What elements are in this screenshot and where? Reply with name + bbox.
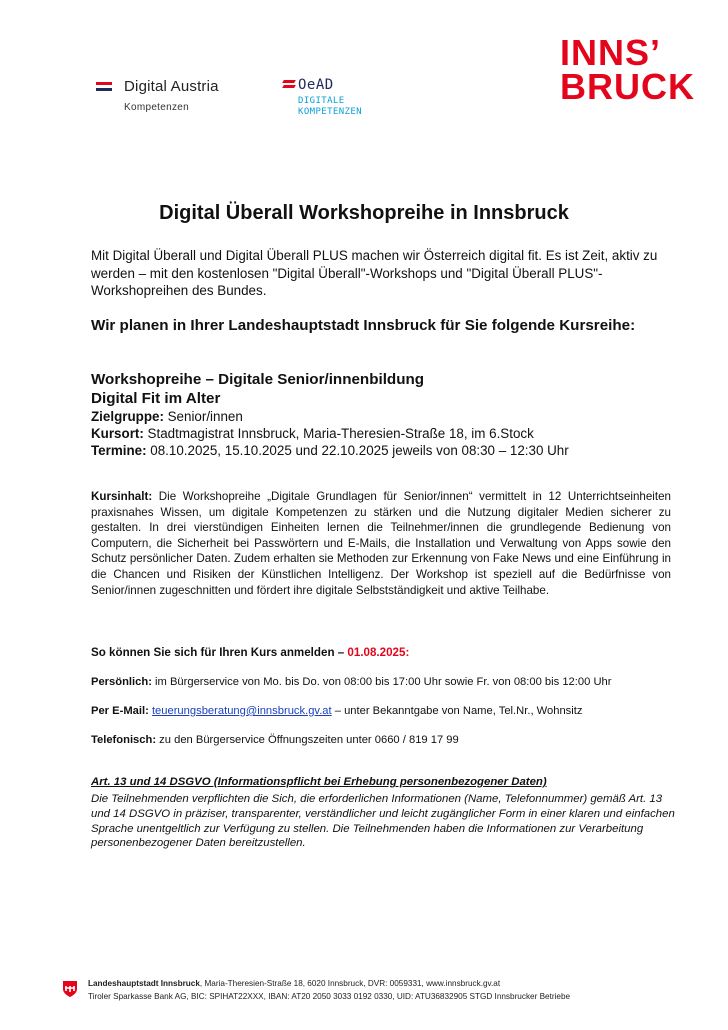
location-line (91, 425, 534, 443)
intro-paragraph: Mit Digital Überall und Digital Überall PLUS machen wir Österreich digital fit. Es ist Zeit, aktiv zu werden – mit den kostenlosen "Digital Überall"-Workshops und "Digital Überall PLUS"-Workshopreihen des Bundes. (91, 248, 658, 298)
target-group-line (91, 408, 243, 426)
footer-address: , Maria-Theresien-Straße 18, 6020 Innsbruck, DVR: 0059331, www.innsbruck.gv.at (199, 979, 501, 988)
innsbruck-coat-of-arms-icon (62, 980, 78, 998)
innsbruck-logo-line2: BRUCK (560, 66, 695, 107)
dates-label: Termine: (91, 443, 147, 458)
registration-email (91, 705, 582, 717)
dsgvo-text: Die Teilnehmenden verpflichten die Sich, die erforderlichen Informationen (Name, Telefonnummer) gemäß Art. 13 und 14 DSGVO in präziser, transparenter, verständlicher und leicht zugänglicher Form in einer klaren und einfachen Sprache unentgeltlich zur Verfügung zu stellen. Die Teilnehmenden haben die Informationen zur Verarbeitung personenbezogener Daten bereitzustellen. (91, 793, 675, 850)
course-content-text: Die Workshopreihe „Digitale Grundlagen für Senior/innen“ vermittelt in 12 Unterrichtseinheiten praxisnahes Wissen, um digitale Kompetenzen zu stärken und die Nutzung digitaler Medien sicherer zu gestalten. In drei vierstündigen Einheiten lernen die Teilnehmer/innen die grundlegende Bedienung von Computern, die Sicherheit bei Passwörtern und E-Mails, die Installation und Verwaltung von Apps sowie den Schutz persönlicher Daten. Zudem erhalten sie Methoden zur Erkennung von Fake News und eine Einführung in die Chancen und Risiken der Künstlichen Intelligenz. Der Workshop ist speziell auf die Bedürfnisse von Senior/innen zugeschnitten und fördert ihre digitale Selbstständigkeit und aktive Teilhabe. (91, 490, 671, 597)
digital-austria-flag-icon (96, 82, 112, 91)
registration-heading (91, 646, 409, 659)
email-label: Per E-Mail: (91, 705, 149, 717)
email-suffix: – unter Bekanntgabe von Name, Tel.Nr., Wohnsitz (331, 705, 583, 717)
footer-line-2: Tiroler Sparkasse Bank AG, BIC: SPIHAT22XXX, IBAN: AT20 2050 3033 0192 0330, UID: ATU36832905 STGD Innsbrucker Betriebe (88, 992, 571, 1001)
oead-logo-sub2: KOMPETENZEN (298, 107, 363, 117)
phone-label: Telefonisch: (91, 734, 157, 746)
course-content-label: Kursinhalt: (91, 490, 153, 503)
registration-phone (91, 734, 459, 746)
oead-mark-icon (283, 80, 295, 88)
dsgvo-heading: Art. 13 und 14 DSGVO (Informationspflicht bei Erhebung personenbezogener Daten) (91, 776, 547, 788)
personal-value: im Bürgerservice von Mo. bis Do. von 08:00 bis 17:00 Uhr sowie Fr. von 08:00 bis 12:00 Uhr (151, 676, 612, 688)
registration-heading-text: So können Sie sich für Ihren Kurs anmelden – (91, 646, 348, 659)
page-title: Digital Überall Workshopreihe in Innsbruck (159, 202, 569, 224)
footer-line-1 (88, 979, 500, 988)
footer-org: Landeshauptstadt Innsbruck (88, 979, 200, 988)
registration-personal (91, 676, 611, 688)
target-group-value: Senior/innen (163, 409, 243, 424)
location-label: Kursort: (91, 426, 144, 441)
dates-line (91, 442, 569, 460)
digital-austria-logo-sub: Kompetenzen (124, 102, 190, 113)
plan-heading: Wir planen in Ihrer Landeshauptstadt Innsbruck für Sie folgende Kursreihe: (91, 317, 636, 334)
innsbruck-logo-line1: INNS’ (560, 32, 662, 73)
oead-logo-sub1: DIGITALE (298, 96, 345, 106)
target-group-label: Zielgruppe: (91, 409, 164, 424)
digital-austria-logo-name: Digital Austria (124, 78, 219, 95)
phone-value: zu den Bürgerservice Öffnungszeiten unter 0660 / 819 17 99 (156, 734, 459, 746)
email-link[interactable]: teuerungsberatung@innsbruck.gv.at (151, 705, 332, 717)
oead-logo-name: OeAD (298, 77, 334, 93)
dates-value: 08.10.2025, 15.10.2025 und 22.10.2025 jeweils von 08:30 – 12:30 Uhr (146, 443, 569, 458)
workshop-title: Workshopreihe – Digitale Senior/innenbildung (91, 371, 425, 388)
personal-label: Persönlich: (91, 676, 152, 688)
location-value: Stadtmagistrat Innsbruck, Maria-Theresien-Straße 18, im 6.Stock (143, 426, 534, 441)
course-content-paragraph (91, 489, 671, 598)
workshop-subtitle: Digital Fit im Alter (91, 390, 221, 407)
registration-deadline: 01.08.2025: (347, 646, 410, 659)
innsbruck-logo (560, 32, 695, 107)
